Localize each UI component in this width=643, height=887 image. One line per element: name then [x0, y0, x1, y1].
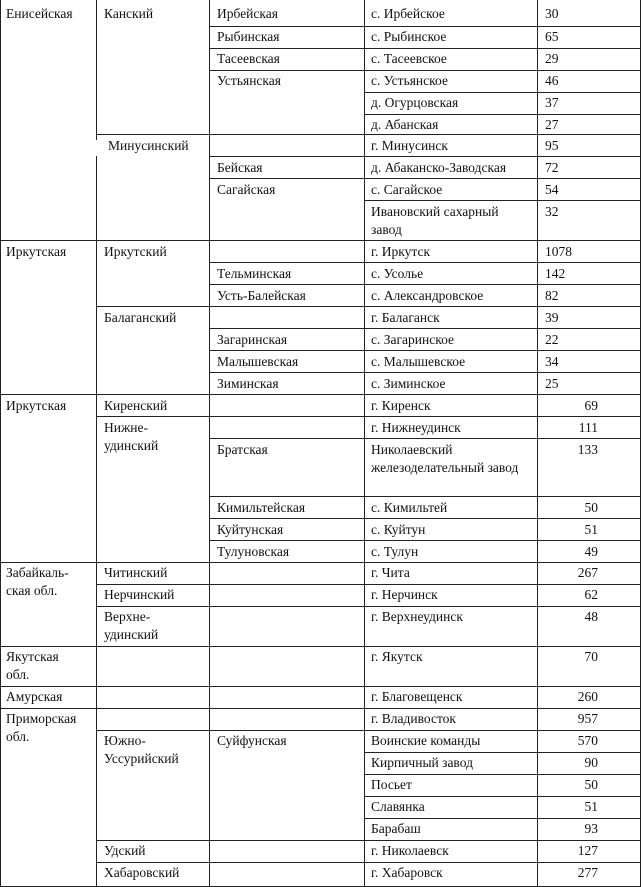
place-cell: Славянка: [371, 799, 425, 814]
district-cell: Нижне-удинский: [104, 420, 159, 453]
district-cell: Балаганский: [104, 310, 177, 325]
place-cell: г. Иркутск: [371, 244, 430, 259]
district-cell: Удский: [104, 843, 146, 858]
count-cell: 46: [545, 73, 559, 88]
count-cell: 70: [584, 649, 598, 664]
place-cell: с. Куйтун: [371, 522, 426, 537]
place-cell: Посьет: [371, 777, 412, 792]
volost-cell: Куйтунская: [217, 522, 284, 537]
region-cell: Якутская обл.: [6, 649, 59, 682]
region-cell: Приморская обл.: [6, 711, 77, 744]
district-cell: Хабаровский: [104, 865, 180, 880]
place-cell: г. Хабаровск: [371, 865, 443, 880]
region-cell: Енисейская: [6, 6, 73, 21]
count-cell: 34: [545, 354, 559, 369]
place-cell: с. Александровское: [371, 288, 484, 303]
place-cell: г. Нерчинск: [371, 587, 438, 602]
volost-cell: Сагайская: [217, 182, 276, 197]
count-cell: 95: [545, 138, 559, 153]
count-cell: 1078: [545, 244, 572, 259]
count-cell: 69: [584, 398, 598, 413]
count-cell: 133: [577, 442, 598, 457]
place-cell: с. Кимильтей: [371, 500, 448, 515]
place-cell: с. Загаринское: [371, 332, 454, 347]
place-cell: с. Тасеевское: [371, 51, 447, 66]
count-cell: 51: [584, 522, 598, 537]
count-cell: 54: [545, 182, 559, 197]
district-cell: Киренский: [104, 398, 168, 413]
volost-cell: Кимильтейская: [217, 500, 306, 515]
district-cell: Верхне-удинский: [104, 609, 159, 642]
place-cell: г. Якутск: [371, 649, 423, 664]
volost-cell: Усть-Балейская: [217, 288, 306, 303]
district-cell: Канский: [104, 6, 154, 21]
place-cell: г. Николаевск: [371, 843, 449, 858]
place-cell: д. Абанская: [371, 117, 439, 132]
count-cell: 570: [577, 733, 598, 748]
volost-cell: Малышевская: [217, 354, 299, 369]
count-cell: 93: [584, 821, 598, 836]
place-cell: г. Чита: [371, 565, 410, 580]
region-cell: Иркутская: [6, 244, 67, 259]
count-cell: 48: [584, 609, 598, 624]
count-cell: 37: [545, 95, 559, 110]
count-cell: 111: [578, 420, 598, 435]
place-cell: г. Минусинск: [371, 138, 448, 153]
district-cell: Минусинский: [108, 138, 189, 153]
count-cell: 65: [545, 29, 559, 44]
volost-cell: Ирбейская: [217, 6, 278, 21]
count-cell: 22: [545, 332, 559, 347]
place-cell: г. Киренск: [371, 398, 431, 413]
count-cell: 50: [584, 500, 598, 515]
place-cell: г. Владивосток: [371, 711, 456, 726]
place-cell: с. Устьянское: [371, 73, 448, 88]
count-cell: 142: [545, 266, 566, 281]
district-cell: Южно-Уссурийский: [104, 733, 179, 766]
volost-cell: Загаринская: [217, 332, 288, 347]
count-cell: 25: [545, 376, 559, 391]
volost-cell: Зиминская: [217, 376, 279, 391]
district-cell: Читинский: [104, 565, 168, 580]
place-cell: Кирпичный завод: [371, 755, 473, 770]
count-cell: 62: [584, 587, 598, 602]
count-cell: 29: [545, 51, 559, 66]
count-cell: 277: [577, 865, 598, 880]
place-cell: с. Ирбейское: [371, 6, 445, 21]
district-cell: Нерчинский: [104, 587, 175, 602]
count-cell: 30: [545, 6, 559, 21]
volost-cell: Устьянская: [217, 73, 281, 88]
place-cell: Ивановский сахарный завод: [371, 204, 499, 237]
place-cell: г. Благовещенск: [371, 689, 463, 704]
district-cell: Иркутский: [104, 244, 167, 259]
place-cell: с. Тулун: [371, 544, 419, 559]
place-cell: г. Нижнеудинск: [371, 420, 461, 435]
count-cell: 49: [584, 544, 598, 559]
place-cell: д. Абаканско-Заводская: [371, 160, 507, 175]
volost-cell: Суйфунская: [217, 733, 287, 748]
count-cell: 260: [577, 689, 598, 704]
place-cell: с. Сагайское: [371, 182, 443, 197]
place-cell: с. Зиминское: [371, 376, 446, 391]
count-cell: 82: [545, 288, 559, 303]
count-cell: 39: [545, 310, 559, 325]
count-cell: 27: [545, 117, 559, 132]
place-cell: Воинские команды: [371, 733, 481, 748]
region-cell: Забайкаль-ская обл.: [6, 565, 69, 598]
count-cell: 90: [584, 755, 598, 770]
place-cell: г. Верхнеудинск: [371, 609, 463, 624]
volost-cell: Рыбинская: [217, 29, 280, 44]
volost-cell: Тасеевская: [217, 51, 280, 66]
count-cell: 72: [545, 160, 559, 175]
place-cell: г. Балаганск: [371, 310, 440, 325]
count-cell: 51: [584, 799, 598, 814]
volost-cell: Тулуновская: [217, 544, 290, 559]
count-cell: 957: [577, 711, 598, 726]
volost-cell: Тельминская: [217, 266, 292, 281]
region-cell: Амурская: [6, 689, 63, 704]
place-cell: д. Огурцовская: [371, 95, 459, 110]
volost-cell: Братская: [217, 442, 268, 457]
region-cell: Иркутская: [6, 398, 67, 413]
volost-cell: Бейская: [217, 160, 263, 175]
count-cell: 32: [545, 204, 559, 219]
count-cell: 50: [584, 777, 598, 792]
place-cell: Барабаш: [371, 821, 421, 836]
count-cell: 267: [577, 565, 598, 580]
place-cell: с. Усолье: [371, 266, 424, 281]
place-cell: Николаевский железоделательный завод: [371, 442, 519, 475]
count-cell: 127: [577, 843, 598, 858]
place-cell: с. Рыбинское: [371, 29, 447, 44]
place-cell: с. Малышевское: [371, 354, 466, 369]
